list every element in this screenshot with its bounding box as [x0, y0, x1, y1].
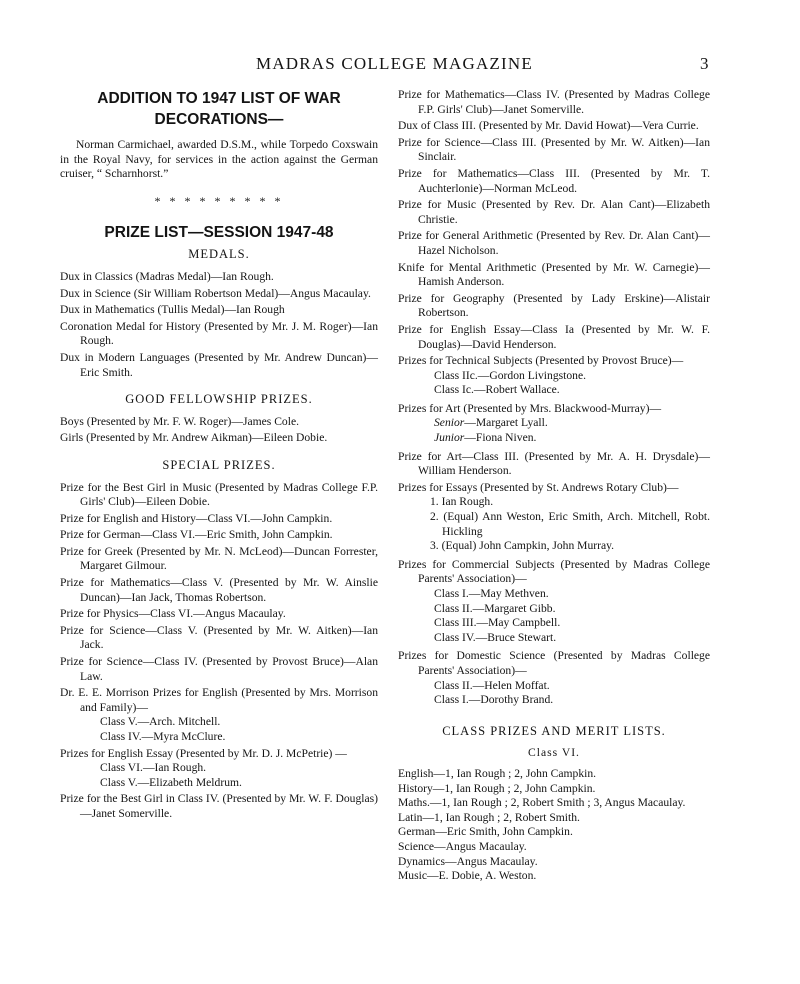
essay-class-line: Class V.—Elizabeth Meldrum.: [100, 775, 242, 789]
prize-entry: Prize for Music (Presented by Rev. Dr. Alan Cant)—Elizabeth Christie.: [398, 198, 710, 226]
commercial-class-line: Class I.—May Methven.: [434, 587, 549, 600]
art-junior-line: [398, 431, 710, 446]
page-number: 3: [700, 54, 709, 73]
special-prize-entry: Prize for Science—Class V. (Presented by Mr. W. Aitken)—Ian Jack.: [60, 623, 378, 652]
medal-entry: Dux in Modern Languages (Presented by Mr. Andrew Duncan)—Eric Smith.: [60, 350, 378, 379]
merit-list-line: Dynamics—Angus Macaulay.: [398, 854, 538, 868]
class-prizes-heading: CLASS PRIZES AND MERIT LISTS.: [442, 723, 666, 738]
domestic-class-line: Class I.—Dorothy Brand.: [434, 693, 554, 707]
class-vi-heading: Class VI.: [528, 746, 580, 760]
medal-entry: Dux in Mathematics (Tullis Medal)—Ian Rough: [60, 303, 285, 317]
essay-class-line: Class VI.—Ian Rough.: [100, 761, 207, 775]
merit-list-line: Music—E. Dobie, A. Weston.: [398, 869, 537, 883]
merit-list-line: Maths.—1, Ian Rough ; 2, Robert Smith ; 3, Angus Macaulay.: [398, 796, 686, 810]
art-class-iii-prize: Prize for Art—Class III. (Presented by Mr. A. H. Drysdale)—William Henderson.: [398, 449, 710, 478]
left-column: [60, 88, 378, 824]
merit-list-line: History—1, Ian Rough ; 2, John Campkin.: [398, 781, 596, 795]
domestic-science-prizes: Prizes for Domestic Science (Presented by Madras College Parents' Association)—: [398, 649, 710, 677]
war-decorations-heading: ADDITION TO 1947 LIST OF WAR DECORATIONS—: [97, 90, 341, 128]
technical-subjects-prizes: Prizes for Technical Subjects (Presented by Provost Bruce)—: [398, 354, 684, 368]
fellowship-entry: Boys (Presented by Mr. F. W. Roger)—James Cole.: [60, 414, 299, 428]
technical-class-line: Class IIc.—Gordon Livingstone.: [434, 368, 586, 382]
special-prize-entry: Prize for German—Class VI.—Eric Smith, John Campkin.: [60, 528, 333, 542]
special-prize-entry: Prize for Greek (Presented by Mr. N. McLeod)—Duncan Forrester, Margaret Gilmour.: [60, 544, 378, 573]
art-senior-line: [398, 416, 710, 431]
merit-list-line: Science—Angus Macaulay.: [398, 839, 527, 853]
domestic-class-line: Class II.—Helen Moffat.: [434, 678, 550, 692]
essays-place-line: 3. (Equal) John Campkin, John Murray.: [430, 539, 615, 553]
prize-list-heading: PRIZE LIST—SESSION 1947-48: [104, 224, 334, 242]
special-prize-entry: Prize for Science—Class IV. (Presented by Provost Bruce)—Alan Law.: [60, 655, 378, 683]
art-junior-name: —Fiona Niven.: [464, 431, 537, 445]
prize-entry: Prize for Mathematics—Class III. (Presented by Mr. T. Auchterlonie)—Norman McLeod.: [398, 166, 710, 195]
merit-list-line: German—Eric Smith, John Campkin.: [398, 825, 573, 839]
technical-class-line: Class Ic.—Robert Wallace.: [434, 383, 560, 397]
special-prize-entry: Prize for English and History—Class VI.—John Campkin.: [60, 511, 333, 525]
special-prizes-heading: SPECIAL PRIZES.: [162, 457, 276, 472]
special-prize-entry: Prize for the Best Girl in Music (Presented by Madras College F.P. Girls' Club)—Eileen Dobie.: [60, 480, 378, 509]
medal-entry: Dux in Classics (Madras Medal)—Ian Rough.: [60, 269, 274, 283]
commercial-class-line: Class IV.—Bruce Stewart.: [434, 630, 557, 644]
english-essay-prizes: Prizes for English Essay (Presented by Mr. D. J. McPetrie) —: [60, 746, 347, 760]
morrison-class-line: Class IV.—Myra McClure.: [100, 730, 226, 743]
morrison-prizes: Dr. E. E. Morrison Prizes for English (Presented by Mrs. Morrison and Family)—: [60, 686, 378, 714]
magazine-title: MADRAS COLLEGE MAGAZINE: [256, 54, 533, 73]
prize-entry: Prize for Science—Class III. (Presented by Mr. W. Aitken)—Ian Sinclair.: [398, 135, 710, 164]
special-prize-entry: Prize for Mathematics—Class V. (Presented by Mr. W. Ainslie Duncan)—Ian Jack, Thomas Robertson.: [60, 576, 378, 604]
right-column: [398, 88, 710, 884]
prize-entry: Prize for General Arithmetic (Presented by Rev. Dr. Alan Cant)—Hazel Nicholson.: [398, 229, 710, 257]
merit-list-line: Latin—1, Ian Rough ; 2, Robert Smith.: [398, 810, 580, 824]
essays-place-line: 2. (Equal) Ann Weston, Eric Smith, Arch. Mitchell, Robt. Hickling: [430, 510, 710, 538]
essays-place-line: 1. Ian Rough.: [430, 495, 494, 509]
art-senior-name: —Margaret Lyall.: [464, 416, 548, 430]
prize-entry: Knife for Mental Arithmetic (Presented by Mr. W. Carnegie)—Hamish Anderson.: [398, 260, 710, 289]
section-separator: * * * * * * * * *: [154, 193, 284, 208]
prize-entry: Dux of Class III. (Presented by Mr. David Howat)—Vera Currie.: [398, 119, 699, 133]
essays-prizes: Prizes for Essays (Presented by St. Andrews Rotary Club)—: [398, 480, 679, 494]
commercial-class-line: Class II.—Margaret Gibb.: [434, 601, 556, 615]
merit-list-line: English—1, Ian Rough ; 2, John Campkin.: [398, 766, 597, 780]
best-girl-class-iv: Prize for the Best Girl in Class IV. (Presented by Mr. W. F. Douglas)—Janet Somerville.: [60, 792, 378, 820]
prize-entry: Prize for Mathematics—Class IV. (Presented by Madras College F.P. Girls' Club)—Janet Somerville.: [398, 88, 710, 116]
medals-heading: MEDALS.: [188, 247, 250, 262]
fellowship-entry: Girls (Presented by Mr. Andrew Aikman)—Eileen Dobie.: [60, 431, 328, 445]
special-prize-entry: Prize for Physics—Class VI.—Angus Macaulay.: [60, 607, 286, 621]
war-decorations-text: Norman Carmichael, awarded D.S.M., while Torpedo Coxswain in the Royal Navy, for services in the action against the German cruiser, “ Scharnhorst.”: [60, 138, 378, 181]
fellowship-heading: GOOD FELLOWSHIP PRIZES.: [125, 392, 313, 407]
prize-entry: Prize for English Essay—Class Ia (Presented by Mr. W. F. Douglas)—David Henderson.: [398, 322, 710, 351]
medal-entry: Dux in Science (Sir William Robertson Medal)—Angus Macaulay.: [60, 286, 371, 300]
art-junior-label: Junior: [434, 431, 465, 445]
commercial-subjects-prizes: Prizes for Commercial Subjects (Presented by Madras College Parents' Association)—: [398, 557, 710, 586]
commercial-class-line: Class III.—May Campbell.: [434, 616, 561, 630]
prize-entry: Prize for Geography (Presented by Lady Erskine)—Alistair Robertson.: [398, 291, 710, 320]
art-prizes: Prizes for Art (Presented by Mrs. Blackwood-Murray)—: [398, 401, 662, 415]
medal-entry: Coronation Medal for History (Presented by Mr. J. M. Roger)—Ian Rough.: [60, 319, 378, 348]
art-senior-label: Senior: [434, 416, 465, 430]
morrison-class-line: Class V.—Arch. Mitchell.: [100, 715, 221, 729]
running-head: [0, 54, 800, 78]
